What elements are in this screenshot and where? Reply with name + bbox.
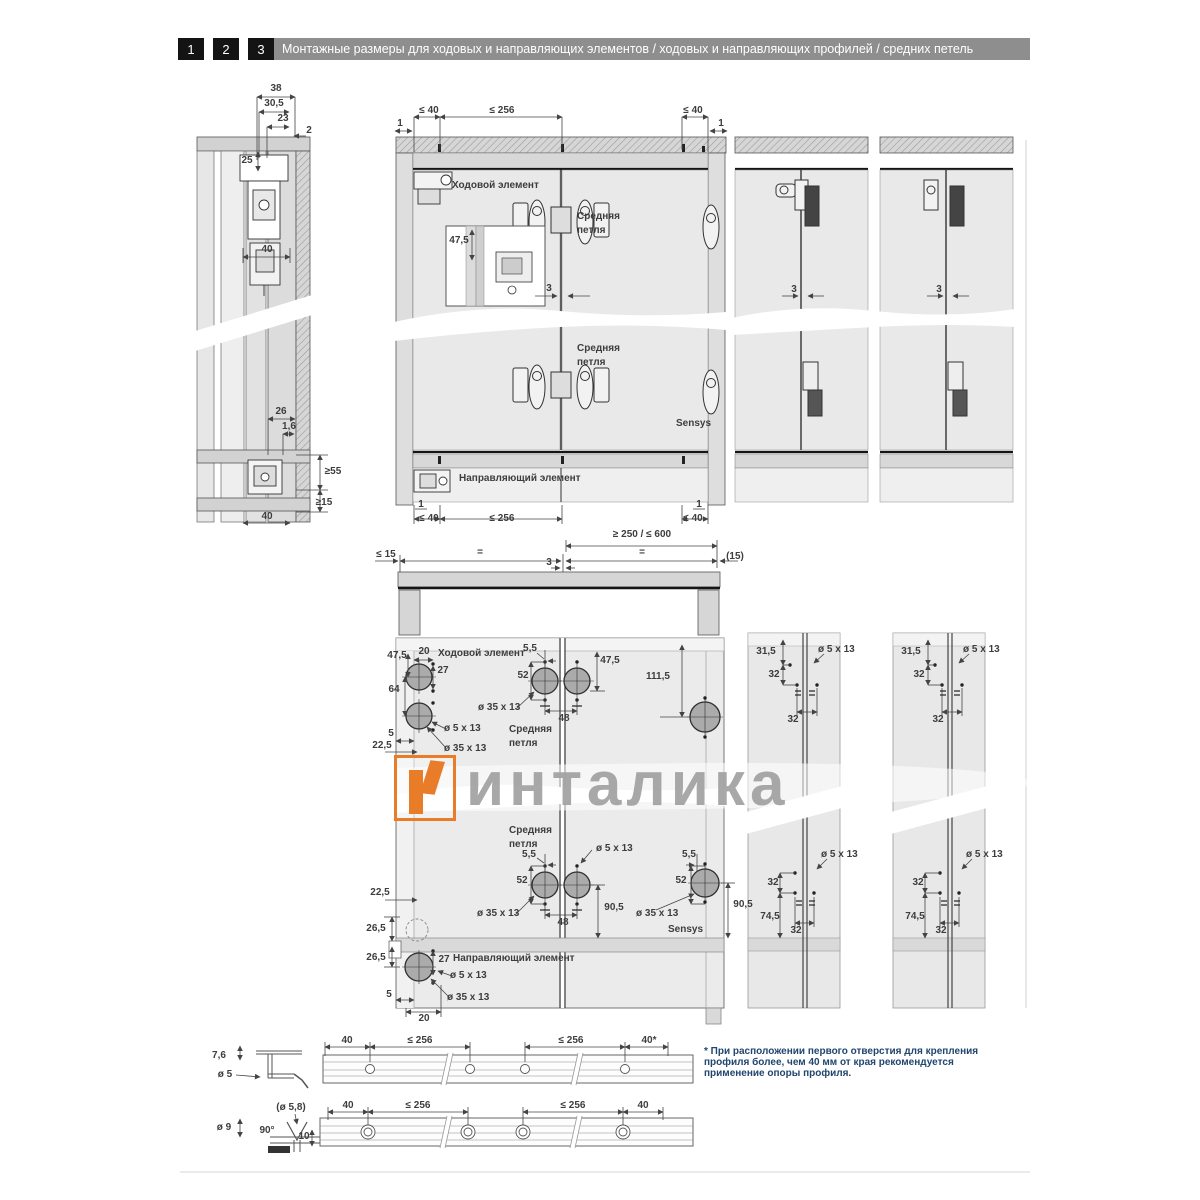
label-running-element: Ходовой элемент [452,180,539,191]
section-title: Монтажные размеры для ходовых и направляющих элементов / ходовых и направляющих профилей / средних петель [282,42,974,56]
strip2-hole-5x13: ø 5 x 13 [963,644,1000,655]
profile1-dia-5: ø 5 [217,1069,233,1080]
tab-3-label: 3 [257,41,265,57]
tab-3[interactable] [248,38,274,60]
strip1-dim-32-b: 32 [767,877,779,888]
tab-2-label: 2 [222,41,230,57]
dim-le40-top-right: ≤ 40 [683,105,703,116]
dim-3-center: 3 [546,283,552,294]
dim-22-5-top: 22,5 [372,740,392,751]
dim-27-top: 27 [437,665,449,676]
label-hole-35x13-a: ø 35 x 13 [444,743,487,754]
dim-le40-bottom-right: ≤ 40 [683,513,703,524]
dim-40-top: 40 [261,244,273,255]
logo-slash-icon [420,760,445,794]
dim-1-top-left: 1 [397,118,403,129]
strip1-dim-32-hb: 32 [790,925,802,936]
strip2-dim-31-5: 31,5 [901,646,921,657]
label-middle-hinge-1b: петля [577,225,606,236]
dim-20-top: 20 [418,646,430,657]
dim-23: 23 [277,113,289,124]
dim-1-bottom-left: 1 [418,499,424,510]
label-running-element-drill: Ходовой элемент [438,648,525,659]
label-sensys-drill: Sensys [668,924,704,935]
profile1-dim-7-6: 7,6 [212,1050,226,1061]
dim-le40-top-left: ≤ 40 [419,105,439,116]
dim-26: 26 [275,406,287,417]
footnote-line-1: * При расположении первого отверстия для крепления [704,1046,979,1057]
dim-47-5-inset: 47,5 [449,235,469,246]
rail2-dim-40-right: 40 [637,1100,649,1111]
dim-48-b: 48 [557,917,569,928]
label-guide-element: Направляющий элемент [459,473,581,484]
tab-2[interactable] [213,38,239,60]
label-hole-5x13-c: ø 5 x 13 [450,970,487,981]
dim-1-top-right: 1 [718,118,724,129]
dim-3-panel-b: 3 [936,284,942,295]
dim-5-5-a: 5,5 [523,643,537,654]
dim-eq-right: = [639,547,645,558]
label-sensys: Sensys [676,418,712,429]
strip2-dim-32-v: 32 [913,669,925,680]
profile2-dim-10: 10 [298,1131,310,1142]
dim-48-a: 48 [558,713,570,724]
strip2-hole-5x13-b: ø 5 x 13 [966,849,1003,860]
dim-30-5: 30,5 [264,98,284,109]
dim-47-5-right: 47,5 [600,655,620,666]
dim-le256-bottom: ≤ 256 [489,513,515,524]
strip1-dim-74-5: 74,5 [760,911,780,922]
dim-20-bottom: 20 [418,1013,430,1024]
label-middle-hinge-1a: Средняя [577,211,620,222]
dim-47-5-left: 47,5 [387,650,407,661]
label-guide-element-drill: Направляющий элемент [453,953,575,964]
dim-15-paren: (15) [726,551,744,562]
dim-90-5-a: 90,5 [604,902,624,913]
dim-52-b: 52 [516,875,528,886]
strip2-dim-32-h: 32 [932,714,944,725]
strip1-hole-5x13: ø 5 x 13 [818,644,855,655]
drilling-pattern-view [389,638,724,1024]
label-hole-35x13-d: ø 35 x 13 [636,908,679,919]
strip1-dim-32-h: 32 [787,714,799,725]
dim-le15: ≤ 15 [376,549,396,560]
strip2-dim-74-5: 74,5 [905,911,925,922]
dim-26-5-a: 26,5 [366,923,386,934]
plan-view [398,554,720,635]
dim-3-plan: 3 [546,557,552,568]
rail2-dim-le256-b: ≤ 256 [560,1100,586,1111]
tab-1[interactable] [178,38,204,60]
label-middle-hinge-drill-2b: петля [509,839,538,850]
label-middle-hinge-2b: петля [577,357,606,368]
footnote-line-3: применение опоры профиля. [704,1068,852,1079]
label-middle-hinge-drill-1a: Средняя [509,724,552,735]
dim-2: 2 [306,125,312,136]
dim-le256-top: ≤ 256 [489,105,515,116]
label-middle-hinge-drill-2a: Средняя [509,825,552,836]
dim-52-c: 52 [675,875,687,886]
dim-range-250-600: ≥ 250 / ≤ 600 [612,529,672,540]
rail1-dim-40-star: 40* [641,1035,657,1046]
dim-40-bottom: 40 [261,511,273,522]
tab-1-label: 1 [187,41,195,57]
dim-3-panel-a: 3 [791,284,797,295]
dim-22-5-bottom: 22,5 [370,887,390,898]
dim-5-bottom: 5 [386,989,392,1000]
rail2-dim-le256-a: ≤ 256 [405,1100,431,1111]
strip2-dim-32-hb: 32 [935,925,947,936]
dim-5-top: 5 [388,728,394,739]
profile2-dia-5-8: (ø 5,8) [276,1102,306,1113]
dim-1-6: 1,6 [282,421,296,432]
dim-90-5-b: 90,5 [733,899,753,910]
label-hole-35x13-b: ø 35 x 13 [478,702,521,713]
label-hole-35x13-e: ø 35 x 13 [447,992,490,1003]
label-hole-5x13-a: ø 5 x 13 [444,723,481,734]
dim-26-5-b: 26,5 [366,952,386,963]
dim-111-5: 111,5 [646,671,670,682]
dim-1-bottom-right: 1 [696,499,702,510]
label-middle-hinge-2a: Средняя [577,343,620,354]
footnote-line-2: профиля более, чем 40 мм от края рекомендуется [704,1057,954,1068]
dim-27-bottom: 27 [438,954,450,965]
dim-64: 64 [388,684,400,695]
dim-5-5-c: 5,5 [682,849,696,860]
rail2-dim-40-left: 40 [342,1100,354,1111]
profile2-deg-90: 90° [259,1125,275,1136]
dim-ge15: ≥15 [315,497,333,508]
label-hole-35x13-c: ø 35 x 13 [477,908,520,919]
section-title-bar [274,38,1030,60]
rail1-dim-40-left: 40 [341,1035,353,1046]
profile2-dia-9: ø 9 [216,1122,232,1133]
dim-ge55: ≥55 [324,466,342,477]
watermark-brand: инталика [466,750,790,819]
strip2-dim-32-b: 32 [912,877,924,888]
rail1-dim-le256-b: ≤ 256 [558,1035,584,1046]
footnote [704,1046,1014,1079]
strip1-dim-32-v: 32 [768,669,780,680]
strip1-hole-5x13-b: ø 5 x 13 [821,849,858,860]
rail1-dim-le256-a: ≤ 256 [407,1035,433,1046]
label-middle-hinge-drill-1b: петля [509,738,538,749]
dim-eq-left: = [477,547,483,558]
dim-52-a: 52 [517,670,529,681]
dim-5-5-b: 5,5 [522,849,536,860]
dim-38: 38 [270,83,282,94]
strip1-dim-31-5: 31,5 [756,646,776,657]
dim-le40-bottom-left: ≤ 40 [419,513,439,524]
intalika-logo-icon [394,755,456,821]
label-hole-5x13-b: ø 5 x 13 [596,843,633,854]
dim-25: 25 [241,155,253,166]
